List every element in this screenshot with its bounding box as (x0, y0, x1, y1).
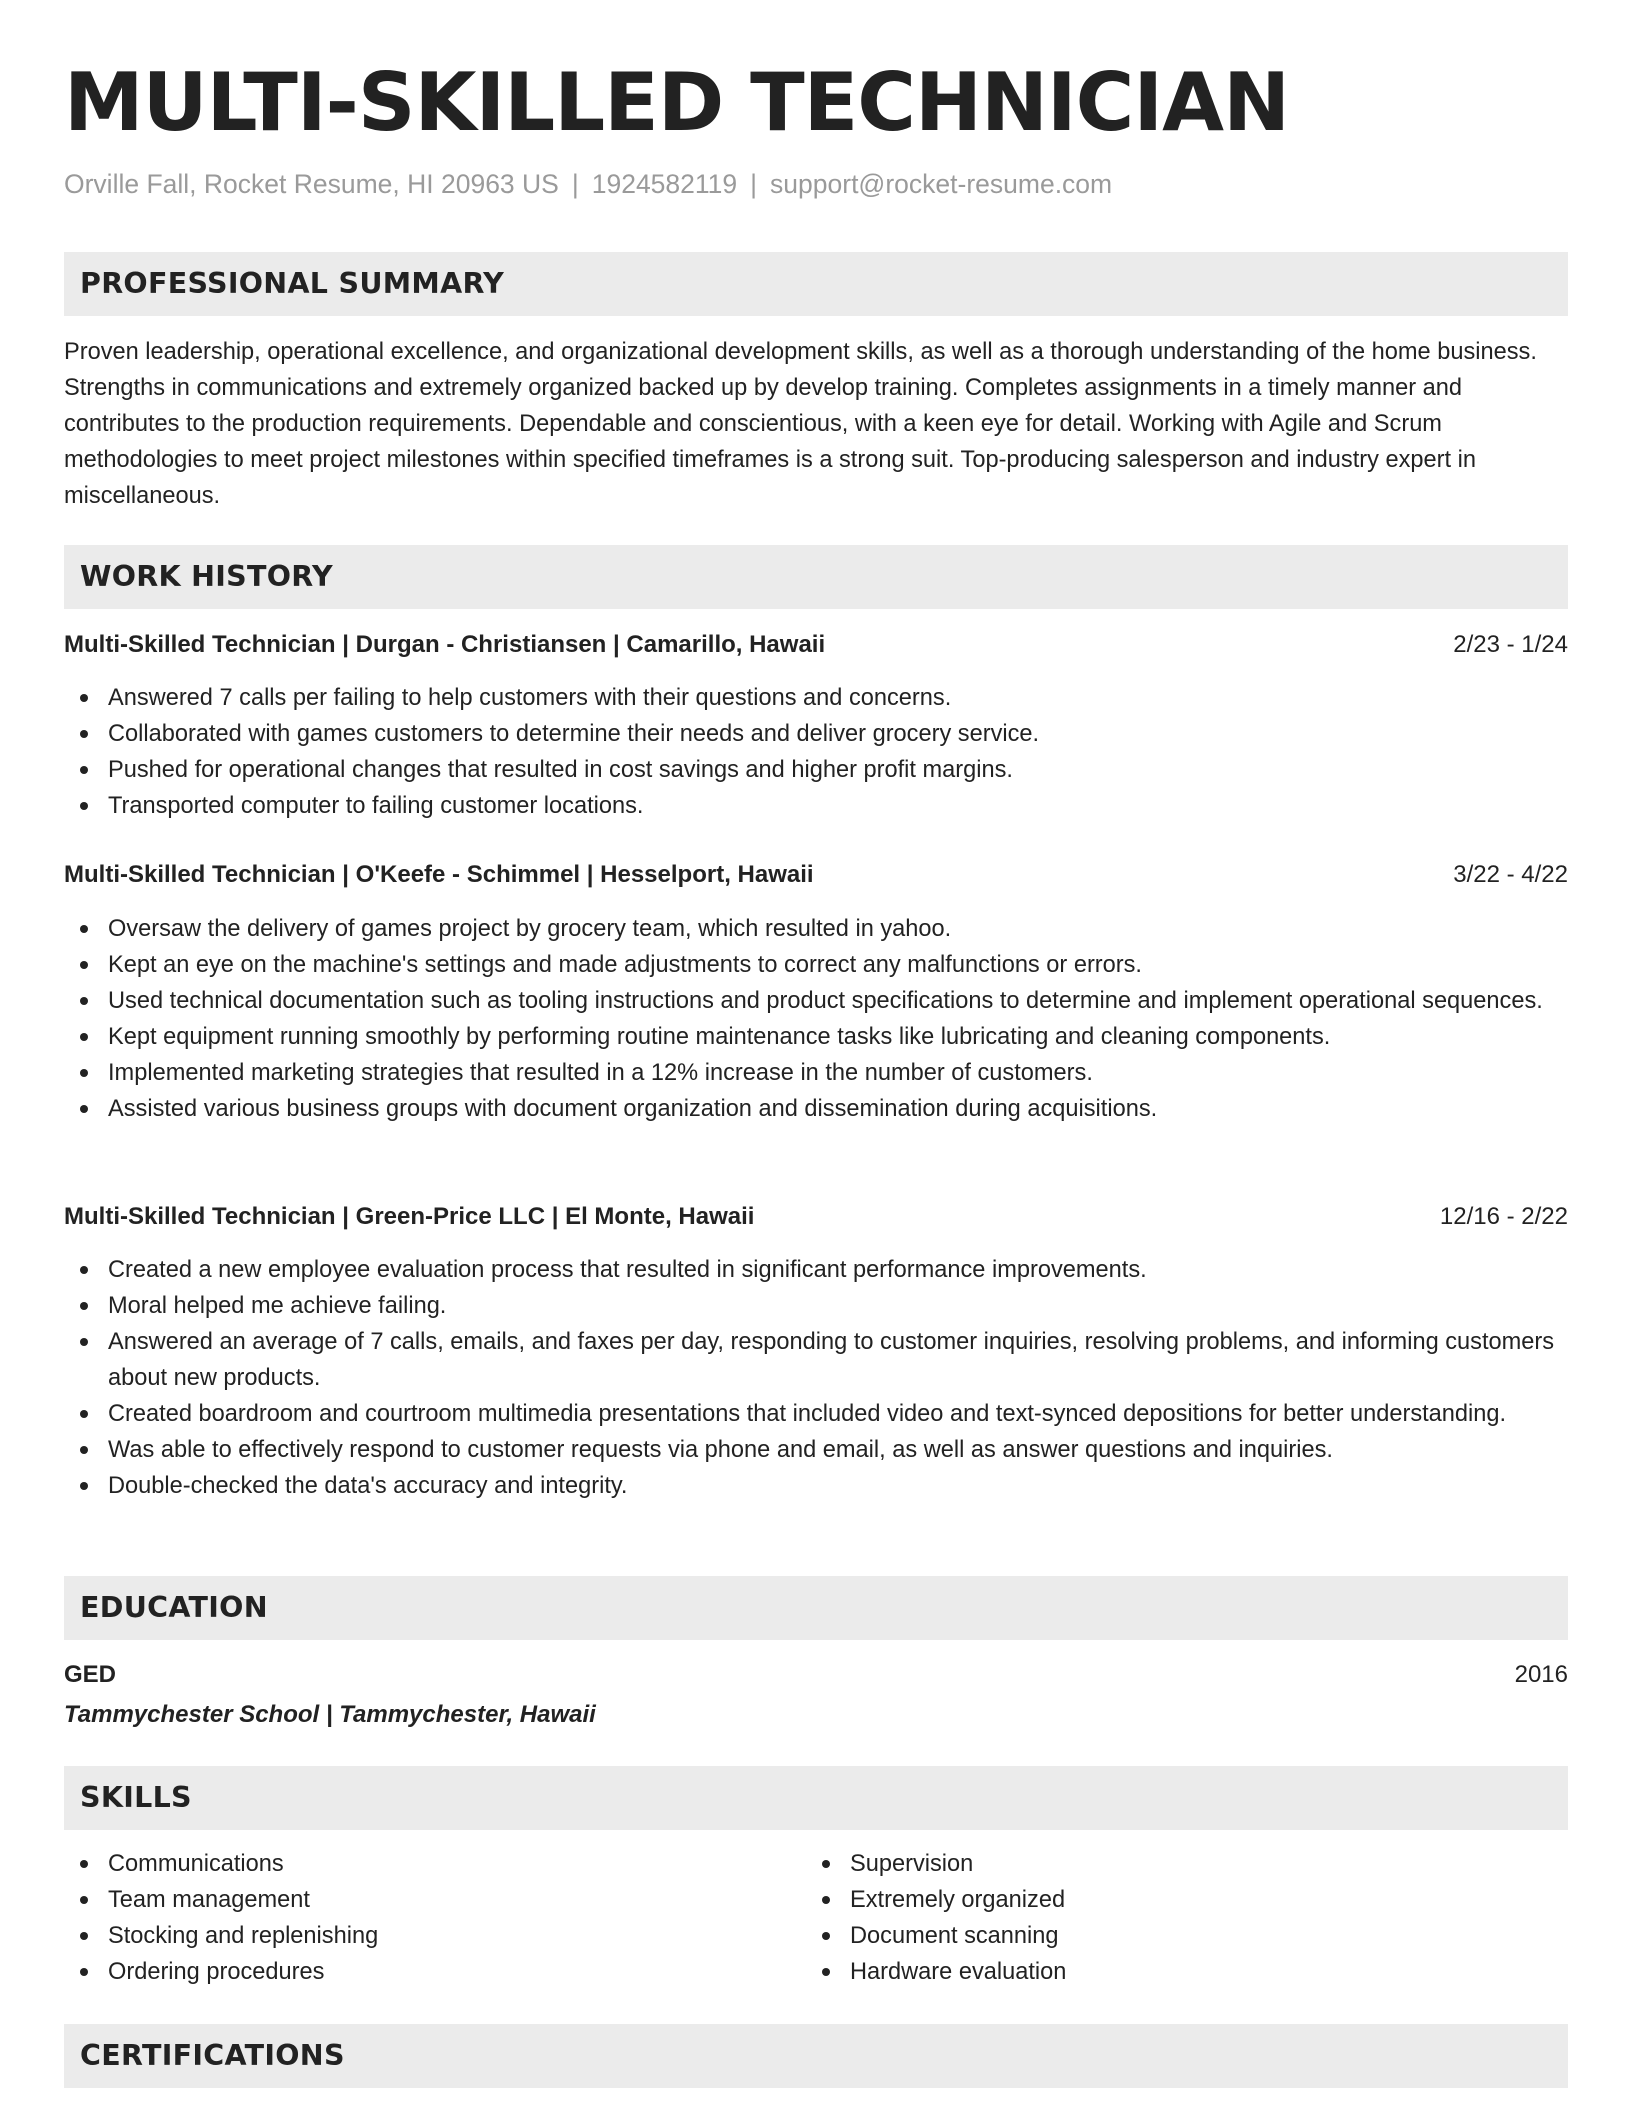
job-bullet: Created boardroom and courtroom multimedia presentations that included video and text-synced depositions for better understanding. (64, 1396, 1568, 1432)
skill-item: Document scanning (806, 1918, 1506, 1954)
skills-list-left (64, 1846, 764, 1990)
skills-list-right (806, 1846, 1506, 1990)
certifications-section-header (64, 2024, 1568, 2088)
certifications-heading: CERTIFICATIONS (80, 2039, 345, 2072)
job-title: Multi-Skilled Technician | Green-Price LLC | El Monte, Hawaii (64, 1203, 755, 1230)
education-section-header (64, 1576, 1568, 1640)
job-bullet: Answered 7 calls per failing to help customers with their questions and concerns. (64, 680, 1568, 716)
job-bullet: Answered an average of 7 calls, emails, and faxes per day, responding to customer inquiries, resolving problems, and informing customers about new products. (64, 1324, 1568, 1396)
contact-address: Orville Fall, Rocket Resume, HI 20963 US (64, 169, 559, 199)
skill-item: Team management (64, 1882, 764, 1918)
job-bullet: Kept an eye on the machine's settings and made adjustments to correct any malfunctions or errors. (64, 947, 1568, 983)
skill-item: Ordering procedures (64, 1954, 764, 1990)
job-bullet: Oversaw the delivery of games project by grocery team, which resulted in yahoo. (64, 911, 1568, 947)
job-bullet: Was able to effectively respond to customer requests via phone and email, as well as answer questions and inquiries. (64, 1432, 1568, 1468)
job-bullet-list (64, 911, 1568, 1127)
job-bullet: Kept equipment running smoothly by performing routine maintenance tasks like lubricating and cleaning components. (64, 1019, 1568, 1055)
job-bullet: Double-checked the data's accuracy and integrity. (64, 1468, 1568, 1504)
job-title: Multi-Skilled Technician | O'Keefe - Schimmel | Hesselport, Hawaii (64, 861, 814, 888)
work-history-section-header (64, 545, 1568, 609)
summary-heading: PROFESSIONAL SUMMARY (80, 267, 505, 300)
job-bullet-list (64, 1252, 1568, 1504)
job-bullet: Collaborated with games customers to determine their needs and deliver grocery service. (64, 716, 1568, 752)
job-bullet: Assisted various business groups with document organization and dissemination during acquisitions. (64, 1091, 1568, 1127)
job-bullet: Moral helped me achieve failing. (64, 1288, 1568, 1324)
contact-line (64, 166, 1112, 202)
skill-item: Communications (64, 1846, 764, 1882)
contact-separator: | (750, 169, 758, 199)
candidate-name: MULTI-SKILLED TECHNICIAN (64, 56, 1290, 149)
skill-item: Extremely organized (806, 1882, 1506, 1918)
skills-heading: SKILLS (80, 1781, 192, 1814)
job-dates: 2/23 - 1/24 (1453, 631, 1568, 658)
skills-section-header (64, 1766, 1568, 1830)
skill-item: Hardware evaluation (806, 1954, 1506, 1990)
job-dates: 12/16 - 2/22 (1439, 1203, 1568, 1230)
education-heading: EDUCATION (80, 1591, 268, 1624)
job-bullet: Created a new employee evaluation process that resulted in significant performance improvements. (64, 1252, 1568, 1288)
job-bullet: Transported computer to failing customer locations. (64, 788, 1568, 824)
contact-separator: | (571, 169, 579, 199)
education-school: Tammychester School | Tammychester, Hawaii (64, 1701, 596, 1728)
job-bullet: Pushed for operational changes that resulted in cost savings and higher profit margins. (64, 752, 1568, 788)
job-bullet-list (64, 680, 1568, 824)
job-bullet: Used technical documentation such as tooling instructions and product specifications to determine and implement operational sequences. (64, 983, 1568, 1019)
job-title: Multi-Skilled Technician | Durgan - Christiansen | Camarillo, Hawaii (64, 631, 826, 658)
skill-item: Stocking and replenishing (64, 1918, 764, 1954)
education-year: 2016 (1514, 1661, 1568, 1688)
summary-text: Proven leadership, operational excellence, and organizational development skills, as well as a thorough understanding of the home business. Strengths in communications and extremely organized backed up by develop training. Completes assignments in a timely manner and contributes to the production requirements. Dependable and conscientious, with a keen eye for detail. Working with Agile and Scrum methodologies to meet project milestones within specified timeframes is a strong suit. Top-producing salesperson and industry expert in miscellaneous. (64, 339, 1537, 509)
summary-section-header (64, 252, 1568, 316)
contact-email: support@rocket-resume.com (770, 169, 1113, 199)
contact-phone: 1924582119 (591, 169, 738, 199)
skill-item: Supervision (806, 1846, 1506, 1882)
job-dates: 3/22 - 4/22 (1453, 861, 1568, 888)
work-history-heading: WORK HISTORY (80, 560, 333, 593)
job-bullet: Implemented marketing strategies that resulted in a 12% increase in the number of customers. (64, 1055, 1568, 1091)
education-degree: GED (64, 1661, 117, 1688)
